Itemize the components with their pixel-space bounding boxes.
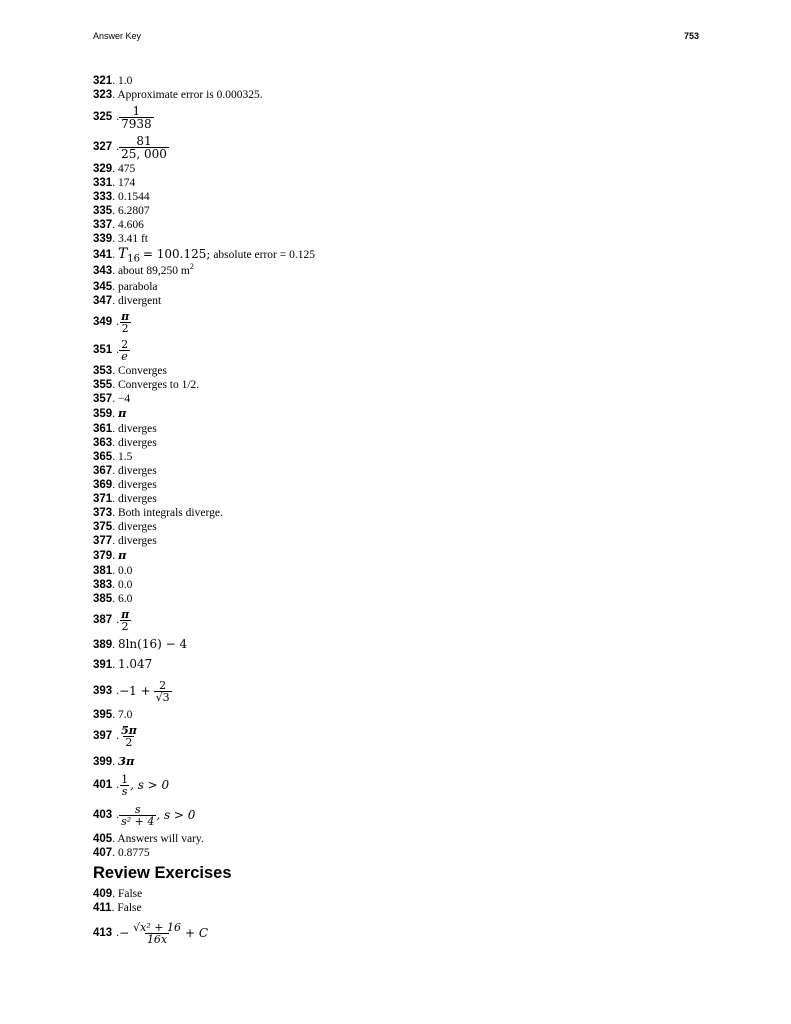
answer-number: 373 [93,507,113,519]
running-title: Answer Key [93,31,142,41]
numerator: s [134,802,141,816]
answer-item: 363. diverges [93,437,157,449]
answer-number: 361 [93,423,113,435]
answer-item: 329. 475 [93,163,136,175]
answer-number: 339 [93,233,113,245]
numerator: √x² + 16 [133,920,181,934]
answer-item: 387 . $\frac{\pi}{2}$ [93,607,130,633]
answer-number: 377 [93,535,113,547]
fraction [119,774,130,797]
answer-number: 335 [93,205,113,217]
answer-number: 413 [93,927,113,939]
answer-text: False [117,888,143,900]
answer-number: 401 [93,779,113,791]
answer-item: 325 . $\frac{1}{7938}$ [93,103,152,131]
answer-text: diverges [117,423,157,435]
answer-text: diverges [117,479,157,491]
answer-item: 365. 1.5 [93,451,133,463]
answer-number: 365 [93,451,113,463]
page-number: 753 [683,31,699,41]
denominator: 7938 [121,116,152,131]
answer-item: 361. diverges [93,423,157,435]
answer-item: 343. about 89,250 $m^2$ [93,262,194,277]
answer-item: 321. 1.0 [93,75,133,87]
answer-text: 475 [117,163,136,175]
answer-text: parabola [117,281,158,293]
answer-number: 341 [93,249,113,261]
answer-number: 325 [93,111,113,123]
answer-text: 1.5 [117,451,133,463]
answer-number: 345 [93,281,113,293]
answer-number: 331 [93,177,113,189]
fraction [119,725,139,748]
answer-text: 8ln(16) − 4 [117,637,188,651]
answer-item: 333. 0.1544 [93,191,150,203]
answer-text: π [117,406,127,420]
answer-text: 1.047 [117,657,153,671]
denominator: 16x [146,932,168,946]
denominator: e [121,349,128,363]
condition: , s > 0 [130,778,170,792]
answer-number: 323 [93,89,113,101]
fraction [154,680,172,703]
answer-number: 409 [93,888,113,900]
answer-number: 351 [93,344,113,356]
prefix: −1 + [119,684,151,698]
answer-number: 387 [93,614,113,626]
answer-number: 403 [93,809,113,821]
answer-number: 321 [93,75,113,87]
fraction [119,339,130,362]
denominator: 2 [125,735,133,749]
answer-text: 6.0 [117,593,133,605]
answer-number: 391 [93,659,113,671]
answer-item: 327 . $\frac{81}{25, 000}$ [93,133,167,161]
answer-item: 339. 3.41 ft [93,233,148,245]
answer-number: 343 [93,265,113,277]
answer-text: diverges [117,535,157,547]
numerator: 1 [132,103,141,118]
answer-text: False [117,902,142,914]
answer-number: 353 [93,365,113,377]
answer-text: 0.8775 [117,847,150,859]
answer-number: 375 [93,521,113,533]
answer-item: 335. 6.2807 [93,205,150,217]
fraction [119,105,154,130]
answer-number: 411 [93,902,112,914]
answer-text: Approximate error is 0.000325. [117,89,263,101]
answer-item: 381. 0.0 [93,565,133,577]
fraction [119,135,169,160]
fraction [119,804,156,827]
answer-item: 403 . $\frac{s}{\text{s² + 4}}$ , s > 0 [93,802,196,828]
answer-item: 383. 0.0 [93,579,133,591]
denominator: s [121,784,128,798]
answer-item: 351 . $\frac{2}{e}$ [93,337,129,363]
answer-text: 7.0 [117,709,133,721]
answer-number: 393 [93,685,113,697]
answer-item: 355. Converges to 1/2. [93,379,200,391]
condition: , s > 0 [156,808,196,822]
answer-number: 347 [93,295,113,307]
answer-text: diverges [117,465,157,477]
answer-item: 397 . $\frac{5\pi}{2}$ [93,723,137,749]
answer-list [93,74,699,951]
fraction [119,609,131,632]
answer-text: π [117,548,127,562]
answer-text: absolute error = 0.125 [213,249,315,261]
answer-number: 359 [93,408,113,420]
answer-item: 353. Converges [93,365,167,377]
answer-item: 349 . $\frac{\pi}{2}$ [93,309,130,335]
denominator: 2 [121,619,129,633]
answer-item: 409. False [93,888,143,900]
answer-text: Converges [117,365,167,377]
answer-item: 347. divergent [93,295,162,307]
answer-text: 0.0 [117,565,133,577]
numerator: 1 [121,772,129,786]
answer-text: diverges [117,521,157,533]
prefix: − [119,926,130,940]
answer-number: 381 [93,565,113,577]
answer-item: 373. Both integrals diverge. [93,507,223,519]
answer-number: 397 [93,730,113,742]
answer-text: Both integrals diverge. [117,507,223,519]
answer-item: 357. −4 [93,393,131,405]
answer-text: divergent [117,295,162,307]
answer-text: 3π [117,754,135,768]
answer-item: 401 . $\frac{1}{s}$ , s > 0 [93,772,170,798]
answer-text: 0.0 [117,579,133,591]
numerator: 5π [121,723,137,737]
constant: + C [184,926,209,940]
answer-number: 357 [93,393,113,405]
answer-item: 411. False [93,902,142,914]
answer-item: 405. Answers will vary. [93,833,204,845]
answer-number: 371 [93,493,113,505]
answer-item: 323. Approximate error is 0.000325. [93,89,263,101]
answer-text: 6.2807 [117,205,150,217]
answer-text: Answers will vary. [117,833,204,845]
denominator: √3 [155,690,170,704]
answer-text: diverges [117,437,157,449]
section-heading: Review Exercises [93,864,232,882]
answer-item: 399. 3π [93,754,135,768]
answer-text: diverges [117,493,157,505]
answer-number: 389 [93,639,113,651]
answer-number: 327 [93,141,113,153]
answer-text: about 89,250 m [117,265,190,277]
numerator: π [121,607,130,621]
answer-number: 333 [93,191,113,203]
answer-item: 413 . − $\frac{\text{√x² + 16}}{16x}$ + C [93,920,209,946]
answer-text: 174 [117,177,136,189]
numerator: 2 [159,678,167,692]
answer-item: 331. 174 [93,177,136,189]
answer-number: 355 [93,379,113,391]
trapezoid-value: = 100.125; [142,247,211,261]
answer-item: 359. π [93,406,127,420]
answer-item: 337. 4.606 [93,219,144,231]
answer-item: 385. 6.0 [93,593,133,605]
trapezoid-subscript: 16 [127,253,141,265]
denominator: 25, 000 [121,146,167,161]
answer-item: 391. 1.047 [93,657,153,671]
answer-text: −4 [117,393,131,405]
answer-number: 329 [93,163,113,175]
answer-item: 345. parabola [93,281,158,293]
fraction [119,311,131,334]
numerator: π [121,309,130,323]
answer-number: 383 [93,579,113,591]
answer-text: 4.606 [117,219,144,231]
answer-item: 375. diverges [93,521,157,533]
denominator: s² + 4 [121,814,155,828]
superscript: 2 [189,262,194,272]
answer-number: 369 [93,479,113,491]
answer-text: 3.41 ft [117,233,148,245]
answer-number: 385 [93,593,113,605]
answer-item: 395. 7.0 [93,709,133,721]
answer-text: 1.0 [117,75,133,87]
answer-number: 349 [93,316,113,328]
answer-number: 363 [93,437,113,449]
answer-number: 395 [93,709,113,721]
answer-number: 379 [93,550,113,562]
answer-item: 369. diverges [93,479,157,491]
answer-item: 377. diverges [93,535,157,547]
answer-number: 399 [93,756,113,768]
answer-text: Converges to 1/2. [117,379,200,391]
answer-item: 367. diverges [93,465,157,477]
numerator: 2 [121,337,129,351]
answer-item: 371. diverges [93,493,157,505]
answer-item: 341. $T_{16} = 100.125$; absolute error = 0.125 [93,246,315,265]
answer-text: 0.1544 [117,191,150,203]
answer-item: 389. 8ln(16) − 4 [93,637,188,651]
answer-number: 367 [93,465,113,477]
answer-number: 407 [93,847,113,859]
fraction [131,922,183,945]
denominator: 2 [121,321,129,335]
answer-item: 393 . −1 + $\frac{2}{√3}$ [93,678,170,704]
numerator: 81 [136,133,152,148]
trapezoid-symbol: T [117,246,128,262]
answer-number: 337 [93,219,113,231]
answer-number: 405 [93,833,113,845]
answer-item: 379. π [93,548,127,562]
answer-item: 407. 0.8775 [93,847,150,859]
